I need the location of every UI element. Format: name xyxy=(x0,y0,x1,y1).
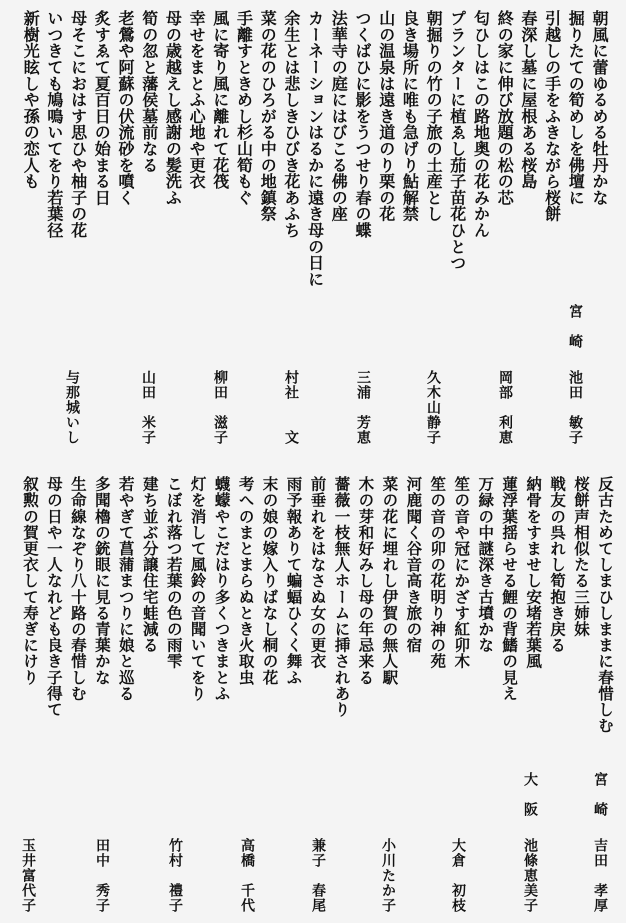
author-place: 宮崎 xyxy=(567,304,583,364)
author-name: 村社 文 xyxy=(283,370,299,445)
author-place: 大阪 xyxy=(522,772,538,832)
author-name: 山田 米子 xyxy=(140,370,156,445)
author-name: 久木山静子 xyxy=(425,370,441,445)
haiku-line: 反古ためてしまひしままに春惜しむ xyxy=(596,476,615,734)
haiku-line: こぼれ落つ若葉の色の雨雫 xyxy=(164,476,184,670)
haiku-line: 若やぎて菖蒲まつりに娘と巡る xyxy=(116,476,136,702)
haiku-line: 母そこにおはす思ひや柚子の花 xyxy=(68,10,88,239)
haiku-line: 掘りたての筍めしを佛壇に xyxy=(566,10,586,206)
author-place: 宮崎 xyxy=(592,772,608,832)
haiku-line: 引越しの手をふきながら桜餅 xyxy=(542,10,562,222)
haiku-line: 桜餅声相似たる三姉妹 xyxy=(572,476,592,637)
haiku-line: 蓮浮葉揺らせる鯉の背鰭の見え xyxy=(500,476,520,702)
haiku-line: 生命線なぞり八十路の春惜しむ xyxy=(68,476,88,702)
haiku-line: 考へのまとまらぬとき火取虫 xyxy=(236,476,256,686)
haiku-line: 幸せをまとふ心地や更衣 xyxy=(187,10,207,190)
haiku-line: 雨予報ありて蝙蝠ひくく舞ふ xyxy=(284,476,304,686)
haiku-line: 老鶯や阿蘇の伏流砂を噴く xyxy=(116,10,135,206)
haiku-line: 炙すゑて夏百日の始まる日 xyxy=(92,10,112,206)
haiku-line: 末の娘の嫁入りばなし桐の花 xyxy=(260,476,280,686)
haiku-line: 風に寄り風に離れて花筏 xyxy=(210,10,230,190)
haiku-line: 山の温泉は遠き道のり栗の花 xyxy=(376,10,396,222)
haiku-line: 万緑の中謎深き古墳かな xyxy=(476,476,496,654)
author-name: 三浦 芳恵 xyxy=(355,370,371,445)
haiku-line: 母の歳越えし感謝の髪洗ふ xyxy=(163,10,183,206)
author-name: 柳田 滋子 xyxy=(212,370,228,445)
haiku-line: 終の家に伸び放題の松の芯 xyxy=(495,10,515,206)
haiku-line: プランターに植ゑし茄子苗花ひとつ xyxy=(447,10,467,271)
author-name: 兼子 春尾 xyxy=(310,838,326,913)
haiku-line: 手離すときめし杉山筍もぐ xyxy=(234,10,254,206)
haiku-line: 笙の音や冠にかざす紅卯木 xyxy=(452,476,472,670)
haiku-line: 新樹光眩しや孫の恋人も xyxy=(21,10,41,190)
haiku-line: 河鹿聞く谷音高き旅の宿 xyxy=(404,476,424,654)
author-name: 玉井富代子 xyxy=(20,838,36,913)
author-name: 岡部 利恵 xyxy=(497,370,513,445)
haiku-line: 筍の忽と藩侯墓前なる xyxy=(139,10,159,173)
author-name: 小川たか子 xyxy=(380,838,396,913)
haiku-line: いつきても鳩鳴いてをり若葉径 xyxy=(44,10,64,239)
author-name: 与那城いし xyxy=(64,370,80,445)
haiku-line: 蠛蠓やこだはり多くつきまとふ xyxy=(212,476,232,702)
haiku-line: 叙勲の賀更衣して寿ぎにけり xyxy=(20,476,40,686)
author-name: 大倉 初枝 xyxy=(450,838,466,913)
haiku-line: 笙の音の卯の花明り神の苑 xyxy=(428,476,448,670)
haiku-line: 母の日や一人なれども良き子得て xyxy=(44,476,64,718)
haiku-line: 多聞櫓の銃眼に見る青葉かな xyxy=(92,476,112,686)
haiku-line: 匂ひしはこの路地奥の花みかん xyxy=(471,10,491,239)
haiku-line: 灯を消して風鈴の音聞いてをり xyxy=(188,476,208,702)
author-name: 田中 秀子 xyxy=(94,838,110,913)
haiku-line: 木の芽和好みし母の年忌来る xyxy=(356,476,376,686)
haiku-line: 菜の花のひろがる中の地鎮祭 xyxy=(258,10,278,222)
haiku-line: 朝掘りの竹の子旅の土産とし xyxy=(424,10,444,222)
haiku-line: 前垂れをはなさぬ女の更衣 xyxy=(308,476,328,670)
haiku-line: 納骨をすませし安堵若葉風 xyxy=(524,476,544,670)
haiku-line: 戦友の呉れし筍抱き戻る xyxy=(548,476,568,654)
author-name: 池條恵美子 xyxy=(522,838,538,913)
haiku-line: 朝風に蕾ゆるめる牡丹かな xyxy=(590,10,609,206)
author-name: 池田 敏子 xyxy=(567,370,583,445)
haiku-line: つくばひに影をうつせり春の蝶 xyxy=(353,10,372,239)
haiku-line: 法華寺の庭にはびこる佛の座 xyxy=(329,10,349,222)
author-name: 高橋 千代 xyxy=(239,838,255,913)
haiku-line: 薔薇一枝無人ホームに挿されあり xyxy=(332,476,352,718)
haiku-line: 良き場所に唯も急げり鮎解禁 xyxy=(400,10,420,222)
author-name: 吉田 孝厚 xyxy=(592,838,608,913)
haiku-line: 春深し墓に屋根ある桜島 xyxy=(518,10,538,190)
haiku-line: 菜の花に埋れし伊賀の無人駅 xyxy=(380,476,400,686)
haiku-line: カーネーションはるかに遠き母の日に xyxy=(305,10,325,288)
haiku-line: 余生とは悲しきひびき花あふち xyxy=(281,10,301,239)
haiku-line: 建ち並ぶ分譲住宅蛙減る xyxy=(140,476,160,654)
author-name: 竹村 禮子 xyxy=(167,838,183,913)
